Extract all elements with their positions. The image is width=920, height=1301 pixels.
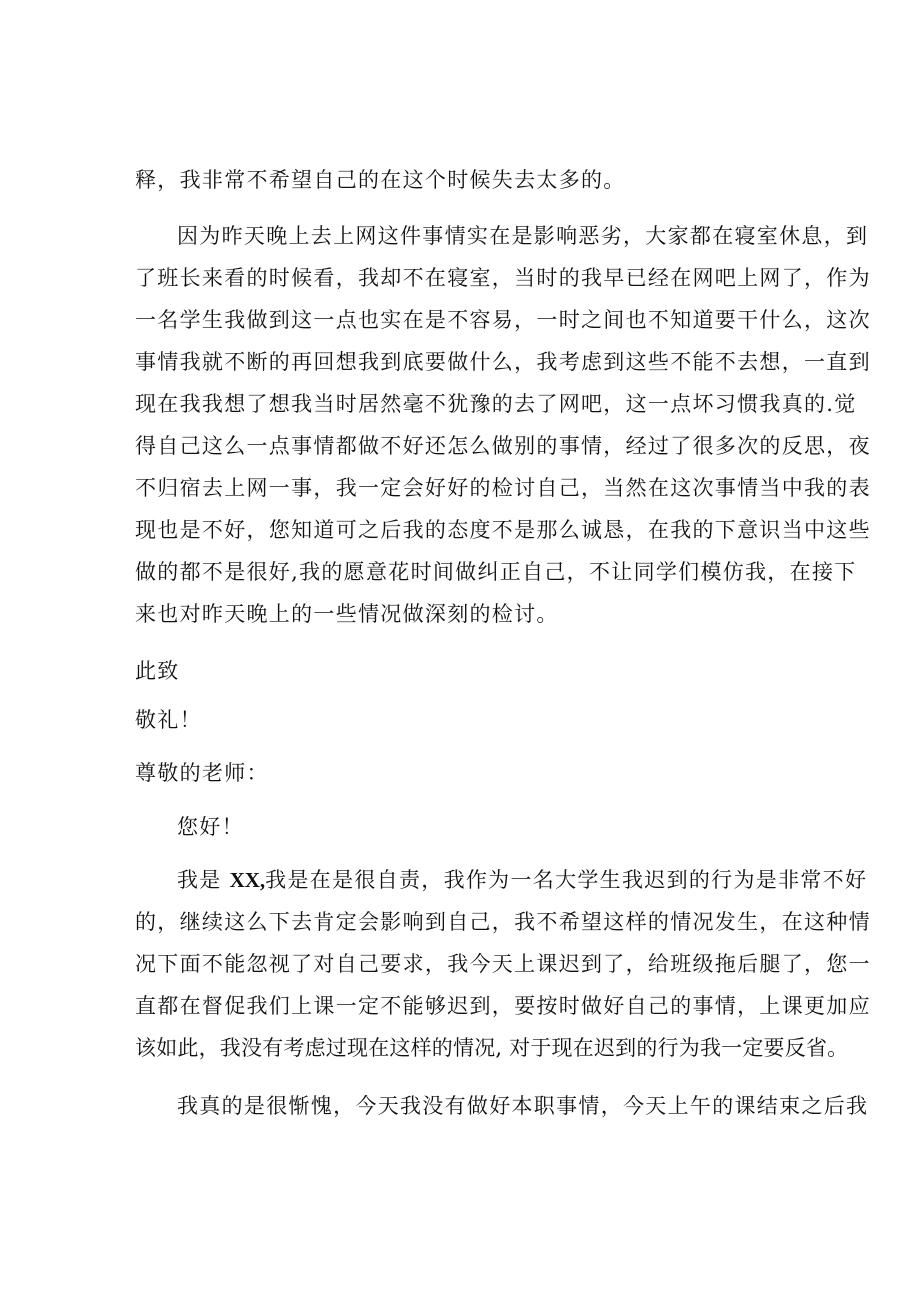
paragraph-2-line-5: 现在我我想了想我当时居然毫不犹豫的去了网吧，这一点坏习惯我真的.觉 [135, 392, 857, 416]
paragraph-4-line-1: 我真的是很惭愧，今天我没有做好本职事情，今天上午的课结束之后我 [177, 1094, 869, 1118]
closing-cizhi: 此致 [135, 659, 180, 683]
paragraph-2-line-4: 事情我就不断的再回想我到底要做什么，我考虑到这些不能不去想，一直到 [135, 350, 871, 374]
paragraph-2-line-6: 得自己这么一点事情都做不好还怎么做别的事情，经过了很多次的反思，夜 [135, 434, 871, 458]
paragraph-3-line-2: 的，继续这么下去肯定会影响到自己，我不希望这样的情况发生，在这种情 [135, 910, 871, 934]
closing-jingli: 敬礼！ [135, 708, 202, 732]
paragraph-3-line-1-suffix: 我是在是很自责，我作为一名大学生我迟到的行为是非常不好 [265, 868, 868, 892]
student-name: XX, [229, 868, 266, 892]
paragraph-3-line-4: 直都在督促我们上课一定不能够迟到，要按时做好自己的事情，上课更加应 [135, 994, 871, 1018]
paragraph-2-line-9: 做的都不是很好,我的愿意花时间做纠正自己，不让同学们模仿我，在接下 [135, 560, 857, 584]
paragraph-2-line-3: 一名学生我做到这一点也实在是不容易，一时之间也不知道要干什么，这次 [135, 308, 871, 332]
paragraph-3-line-1 [177, 866, 868, 894]
paragraph-2-line-7: 不归宿去上网一事，我一定会好好的检讨自己，当然在这次事情当中我的表 [135, 476, 871, 500]
paragraph-2-line-8: 现也是不好，您知道可之后我的态度不是那么诚恳，在我的下意识当中这些 [135, 518, 871, 542]
paragraph-3-line-3: 况下面不能忽视了对自己要求，我今天上课迟到了，给班级拖后腿了，您一 [135, 952, 871, 976]
paragraph-2-line-2: 了班长来看的时候看，我却不在寝室，当时的我早已经在网吧上网了，作为 [135, 266, 871, 290]
paragraph-3-line-1-prefix: 我是 [177, 868, 230, 892]
salutation: 尊敬的老师： [135, 761, 269, 785]
greeting: 您好！ [177, 815, 244, 839]
paragraph-2-line-1: 因为昨天晚上去上网这件事情实在是影响恶劣，大家都在寝室休息，到 [177, 224, 869, 248]
paragraph-3-line-5: 该如此，我没有考虑过现在这样的情况, 对于现在迟到的行为我一定要反省。 [135, 1036, 849, 1060]
paragraph-2-line-10: 来也对昨天晚上的一些情况做深刻的检讨。 [135, 602, 559, 626]
paragraph-1-line-1: 释，我非常不希望自己的在这个时候失去太多的。 [135, 168, 626, 192]
